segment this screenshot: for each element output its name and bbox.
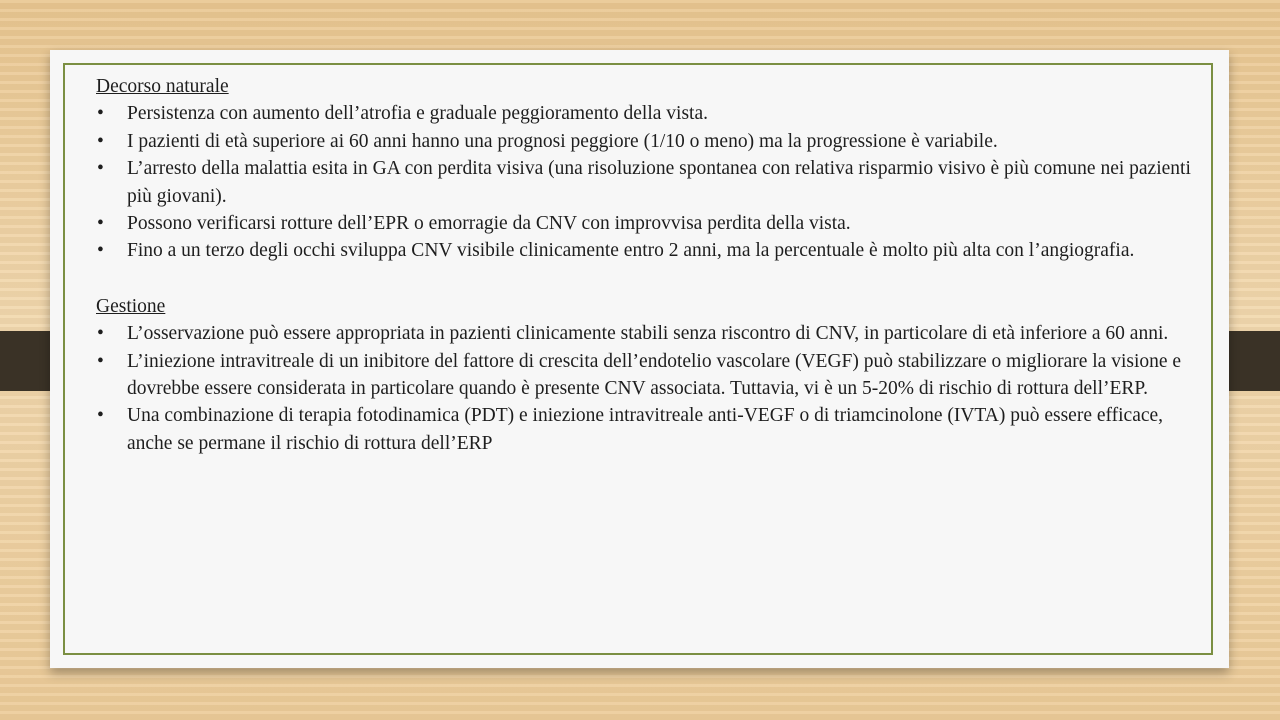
section-decorso [96,73,1196,265]
list-item-text: L’osservazione può essere appropriata in pazienti clinicamente stabili senza riscontro di CNV, in particolare di età inferiore a 60 anni. [127,323,1169,345]
bullet-icon: • [97,323,104,345]
bullet-icon: • [97,350,104,372]
background-band-left [0,331,52,391]
bullet-icon: • [97,103,104,125]
list-item-text: I pazienti di età superiore ai 60 anni hanno una prognosi peggiore (1/10 o meno) ma la progressione è variabile. [127,130,998,152]
bullet-icon: • [97,213,104,235]
bullet-list-decorso [96,100,1196,264]
bullet-icon: • [97,405,104,427]
list-item-text: L’iniezione intravitreale di un inibitore del fattore di crescita dell’endotelio vascolare (VEGF) può stabilizzare o migliorare la visione e dovrebbe essere considerata in particolare quando è presente CNV associata. Tuttavia, vi è un 5-20% di rischio di rottura dell’ERP. [127,350,1182,400]
list-item [96,210,1196,237]
slide-content [96,73,1196,457]
list-item [96,402,1196,457]
bullet-icon: • [97,240,104,262]
bullet-list-gestione [96,320,1196,457]
list-item [96,348,1196,403]
bullet-icon: • [97,130,104,152]
list-item [96,320,1196,347]
section-gestione [96,293,1196,457]
list-item [96,128,1196,155]
section-spacer [96,265,1196,293]
bullet-icon: • [97,158,104,180]
section-heading-decorso: Decorso naturale [96,76,229,97]
list-item-text: Fino a un terzo degli occhi sviluppa CNV visibile clinicamente entro 2 anni, ma la percentuale è molto più alta con l’angiografia. [127,240,1135,262]
list-item [96,155,1196,210]
section-heading-gestione: Gestione [96,295,166,317]
list-item-text: Una combinazione di terapia fotodinamica (PDT) e iniezione intravitreale anti-VEGF o di triamcinolone (IVTA) può essere efficace, anche se permane il rischio di rottura dell’ERP [127,405,1164,454]
list-item [96,100,1196,127]
list-item [96,237,1196,264]
list-item-text: Possono verificarsi rotture dell’EPR o emorragie da CNV con improvvisa perdita della vista. [127,213,851,235]
list-item-text: L’arresto della malattia esita in GA con perdita visiva (una risoluzione spontanea con relativa risparmio visivo è più comune nei pazienti più giovani). [127,158,1191,207]
list-item-text: Persistenza con aumento dell’atrofia e graduale peggioramento della vista. [127,103,708,125]
